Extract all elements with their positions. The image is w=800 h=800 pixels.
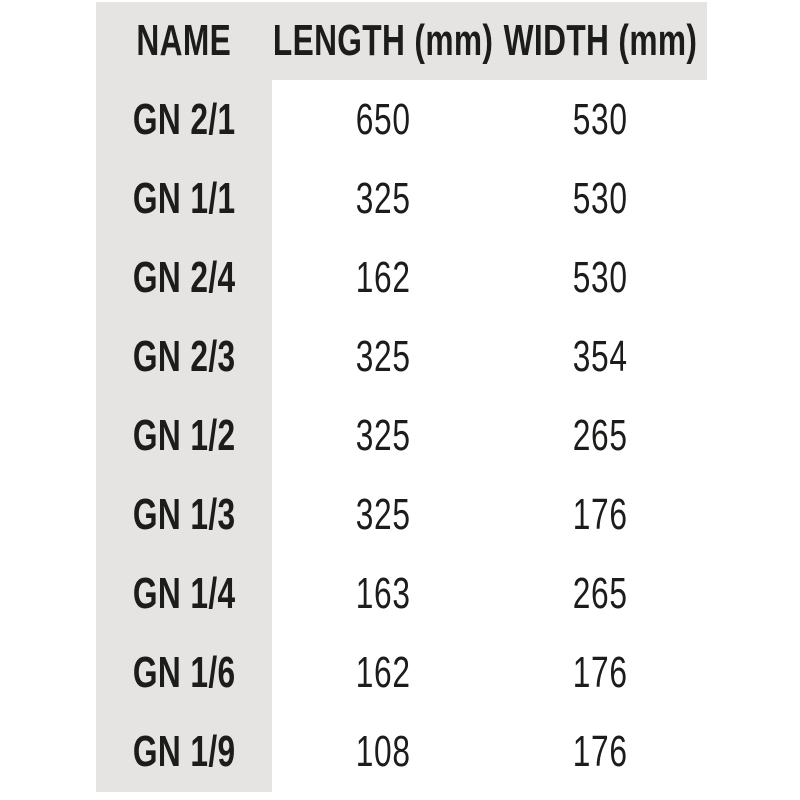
row-width-value: 530 — [572, 173, 629, 223]
header-label-length: LENGTH (mm) — [272, 16, 494, 65]
row-width-value: 354 — [572, 331, 629, 381]
row-length-value: 163 — [355, 569, 411, 619]
row-length-cell — [272, 555, 494, 634]
header-label-name: NAME — [136, 16, 232, 65]
table-row — [96, 317, 707, 396]
row-length-cell — [272, 80, 494, 159]
row-name-cell — [96, 396, 272, 475]
row-width-cell — [494, 80, 707, 159]
row-width-value: 265 — [572, 410, 629, 460]
row-width-cell — [494, 396, 707, 475]
table-body — [96, 80, 707, 792]
table-row — [96, 634, 707, 713]
table-row — [96, 555, 707, 634]
row-width-value: 530 — [572, 94, 629, 144]
row-name-label: GN 2/4 — [132, 252, 236, 302]
row-name-label: GN 1/3 — [132, 490, 236, 540]
row-name-label: GN 1/4 — [132, 569, 236, 619]
table-row — [96, 396, 707, 475]
table-row — [96, 238, 707, 317]
row-width-value: 176 — [572, 490, 629, 540]
row-length-cell — [272, 317, 494, 396]
table-row — [96, 713, 707, 792]
row-width-value: 530 — [572, 252, 629, 302]
gastronorm-size-table — [96, 2, 707, 792]
row-name-cell — [96, 317, 272, 396]
row-name-cell — [96, 555, 272, 634]
row-length-cell — [272, 476, 494, 555]
row-name-label: GN 1/2 — [132, 410, 236, 460]
row-name-cell — [96, 634, 272, 713]
row-name-label: GN 1/1 — [132, 173, 236, 223]
row-width-value: 176 — [572, 727, 629, 777]
row-length-cell — [272, 396, 494, 475]
row-width-cell — [494, 713, 707, 792]
row-length-cell — [272, 713, 494, 792]
row-width-value: 176 — [572, 648, 629, 698]
row-name-cell — [96, 238, 272, 317]
row-length-value: 325 — [355, 410, 411, 460]
row-length-value: 108 — [355, 727, 411, 777]
row-width-cell — [494, 555, 707, 634]
row-length-value: 325 — [355, 490, 411, 540]
header-label-width: WIDTH (mm) — [503, 16, 698, 65]
row-length-value: 162 — [355, 648, 411, 698]
row-name-cell — [96, 713, 272, 792]
row-length-value: 162 — [355, 252, 411, 302]
row-length-cell — [272, 634, 494, 713]
row-width-cell — [494, 238, 707, 317]
row-length-value: 325 — [355, 331, 411, 381]
row-length-cell — [272, 159, 494, 238]
table-row — [96, 476, 707, 555]
row-name-label: GN 2/1 — [132, 94, 236, 144]
header-cell-name — [96, 2, 272, 80]
row-name-label: GN 2/3 — [132, 331, 236, 381]
table-header-row — [96, 2, 707, 80]
header-cell-length — [272, 2, 494, 80]
row-name-label: GN 1/9 — [132, 727, 236, 777]
table-row — [96, 159, 707, 238]
table-row — [96, 80, 707, 159]
row-length-value: 325 — [355, 173, 411, 223]
row-name-label: GN 1/6 — [132, 648, 236, 698]
header-cell-width — [494, 2, 707, 80]
row-width-cell — [494, 159, 707, 238]
row-name-cell — [96, 476, 272, 555]
row-width-cell — [494, 634, 707, 713]
row-name-cell — [96, 159, 272, 238]
row-length-value: 650 — [355, 94, 411, 144]
row-width-value: 265 — [572, 569, 629, 619]
row-width-cell — [494, 317, 707, 396]
row-name-cell — [96, 80, 272, 159]
row-length-cell — [272, 238, 494, 317]
row-width-cell — [494, 476, 707, 555]
